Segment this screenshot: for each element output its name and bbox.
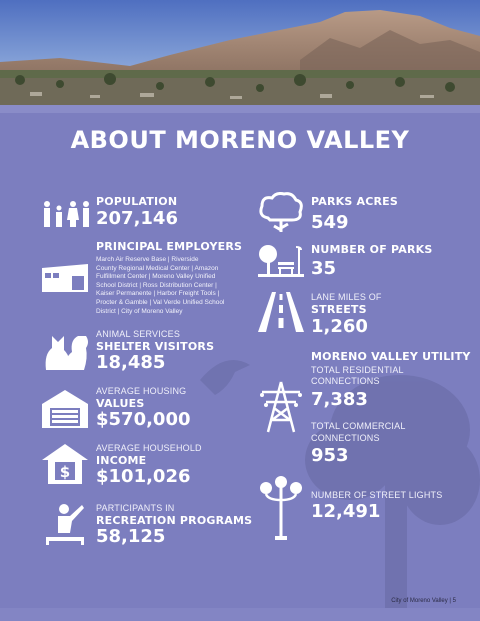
- house-dollar-icon: [42, 444, 88, 484]
- employers-label: PRINCIPAL EMPLOYERS: [96, 240, 243, 253]
- res-value: 7,383: [311, 389, 368, 410]
- house-garage-icon: [42, 390, 88, 428]
- park-bench-icon: [258, 242, 304, 278]
- dog-cat-icon: [42, 330, 90, 370]
- employers-line: Fulfillment Center | Moreno Valley Unified: [96, 273, 216, 281]
- housing-label: VALUES: [96, 397, 145, 410]
- animal-label: SHELTER VISITORS: [96, 340, 215, 353]
- recreation-pre: PARTICIPANTS IN: [96, 503, 175, 513]
- street-light-icon: [258, 476, 304, 542]
- parks-acres-value: 549: [311, 212, 349, 233]
- income-value: $101,026: [96, 466, 191, 487]
- income-label: INCOME: [96, 454, 147, 467]
- income-pre: AVERAGE HOUSEHOLD: [96, 443, 202, 453]
- lights-value: 12,491: [311, 501, 381, 522]
- streets-pre: LANE MILES OF: [311, 292, 382, 302]
- utility-label: MORENO VALLEY UTILITY: [311, 350, 471, 363]
- tree-icon: [258, 192, 304, 234]
- employers-list: [96, 256, 224, 316]
- com-pre: TOTAL COMMERCIAL: [311, 421, 406, 431]
- res-label: CONNECTIONS: [311, 376, 380, 386]
- person-podium-icon: [42, 503, 88, 545]
- recreation-value: 58,125: [96, 526, 166, 547]
- employers-line: Procter & Gamble | Val Verde Unified School: [96, 298, 225, 306]
- lights-pre: NUMBER OF STREET LIGHTS: [311, 490, 443, 500]
- employers-line: District | City of Moreno Valley: [96, 307, 183, 315]
- dollar-sign-icon: $: [59, 463, 71, 481]
- housing-value: $570,000: [96, 409, 191, 430]
- employers-line: County Regional Medical Center | Amazon: [96, 264, 219, 272]
- animal-pre: ANIMAL SERVICES: [96, 329, 181, 339]
- population-value: 207,146: [96, 208, 178, 229]
- housing-pre: AVERAGE HOUSING: [96, 386, 187, 396]
- building-icon: [42, 262, 90, 292]
- res-pre: TOTAL RESIDENTIAL: [311, 365, 404, 375]
- animal-value: 18,485: [96, 352, 166, 373]
- com-value: 953: [311, 445, 349, 466]
- num-parks-value: 35: [311, 258, 337, 279]
- population-label: POPULATION: [96, 195, 178, 208]
- com-label: CONNECTIONS: [311, 433, 380, 443]
- streets-value: 1,260: [311, 316, 368, 337]
- num-parks-label: NUMBER OF PARKS: [311, 243, 433, 256]
- recreation-label: RECREATION PROGRAMS: [96, 514, 253, 527]
- parks-acres-label: PARKS ACRES: [311, 195, 399, 208]
- page-footer: City of Moreno Valley | 5: [391, 598, 456, 604]
- family-icon: [42, 200, 92, 228]
- employers-line: Kaiser Permanente | Harbor Freight Tools |: [96, 290, 220, 298]
- page-title: ABOUT MORENO VALLEY: [70, 126, 410, 154]
- power-tower-icon: [258, 380, 304, 434]
- bottom-band: [0, 608, 480, 621]
- streets-label: STREETS: [311, 303, 367, 316]
- employers-line: March Air Reserve Base | Riverside: [96, 256, 199, 263]
- road-icon: [258, 292, 304, 332]
- employers-line: School District | Ross Distribution Center |: [96, 281, 217, 289]
